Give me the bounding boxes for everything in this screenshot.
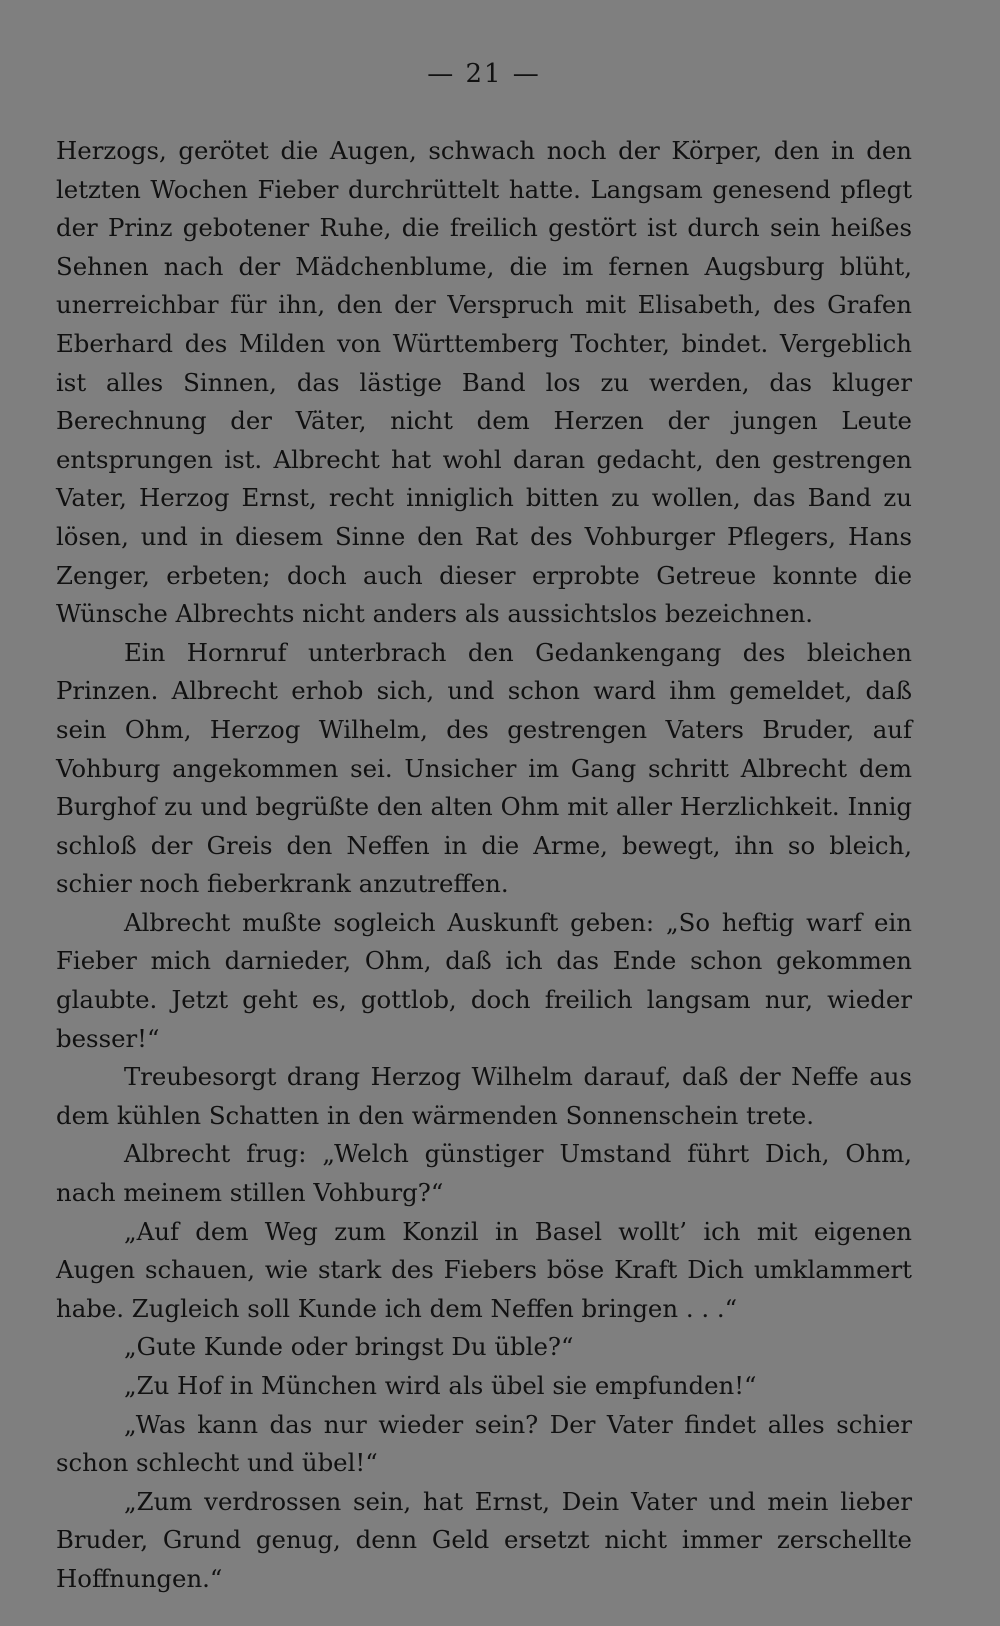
paragraph-7: „Gute Kunde oder bringst Du üble?“ [124, 1332, 574, 1362]
page-number: — 21 — [427, 59, 541, 89]
paragraph-9: „Was kann das nur wieder sein? Der Vater findet alles schier schon schlecht und übel!“ [56, 1409, 912, 1478]
paragraph-4: Treubesorgt drang Herzog Wilhelm darauf, daß der Neffe aus dem kühlen Schatten in den wärmenden Sonnenschein trete. [56, 1062, 912, 1130]
paragraph-3: Albrecht mußte sogleich Auskunft geben: „So heftig warf ein Fieber mich darnieder, Ohm, daß ich das Ende schon gekommen glaubte. Jetzt geht es, gottlob, doch freilich langsam nur, wieder besser!“ [56, 907, 912, 1053]
body-text [56, 132, 912, 1599]
paragraph-2: Ein Hornruf unterbrach den Gedankengang des bleichen Prinzen. Albrecht erhob sich, und schon ward ihm gemeldet, daß sein Ohm, Herzog Wilhelm, des gestrengen Vaters Bruder, auf Vohburg angekommen sei. Unsicher im Gang schritt Albrecht dem Burghof zu und begrüßte den alten Ohm mit aller Herzlichkeit. Innig schloß der Greis den Neffen in die Arme, bewegt, ihn so bleich, schier noch fieberkrank anzutreffen. [56, 637, 912, 899]
paragraph-6: „Auf dem Weg zum Konzil in Basel wollt’ ich mit eigenen Augen schauen, wie stark des Fiebers böse Kraft Dich umklammert habe. Zugleich soll Kunde ich dem Neffen bringen . . .“ [56, 1216, 912, 1323]
paragraph-5: Albrecht frug: „Welch günstiger Umstand führt Dich, Ohm, nach meinem stillen Vohburg?“ [56, 1139, 912, 1208]
paragraph-10: „Zum verdrossen sein, hat Ernst, Dein Vater und mein lieber Bruder, Grund genug, denn Geld ersetzt nicht immer zerschellte Hoffnungen.“ [56, 1486, 912, 1593]
paragraph-8: „Zu Hof in München wird als übel sie empfunden!“ [124, 1371, 757, 1400]
paragraph-1: Herzogs, gerötet die Augen, schwach noch der Körper, den in den letzten Wochen Fieber durchrüttelt hatte. Langsam genesend pflegt der Prinz gebotener Ruhe, die freilich gestört ist durch sein heißes Sehnen nach der Mädchenblume, die im fernen Augsburg blüht, unerreichbar für ihn, den der Verspruch mit Elisabeth, des Grafen Eberhard des Milden von Württemberg Tochter, bindet. Vergeblich ist alles Sinnen, das lästige Band los zu werden, das kluger Berechnung der Väter, nicht dem Herzen der jungen Leute entsprungen ist. Albrecht hat wohl daran gedacht, den gestrengen Vater, Herzog Ernst, recht inniglich bitten zu wollen, das Band zu lösen, und in diesem Sinne den Rat des Vohburger Pflegers, Hans Zenger, erbeten; doch auch dieser erprobte Getreue konnte die Wünsche Albrechts nicht anders als aussichtslos bezeichnen. [56, 136, 912, 629]
